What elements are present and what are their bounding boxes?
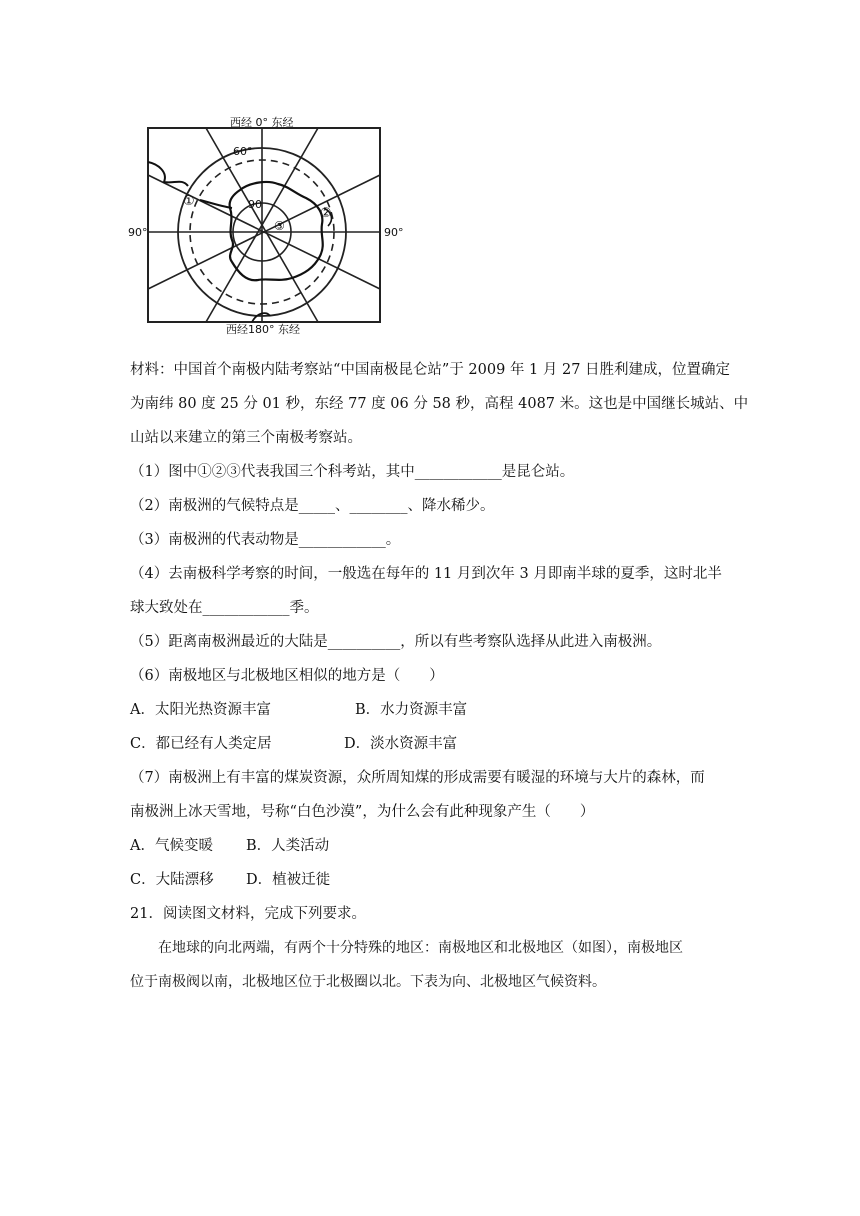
question-2: （2）南极洲的气候特点是_____、________、降水稀少。 — [130, 498, 495, 514]
q7-option-d: D．植被迁徙 — [246, 872, 331, 888]
antarctica-map-figure — [128, 112, 410, 338]
question-21-para-line-2: 位于南极阀以南，北极地区位于北极圈以北。下表为向、北极地区气候资料。 — [130, 974, 606, 990]
q6-option-a: A．太阳光热资源丰富 — [130, 702, 271, 718]
material-line-1: 材料：中国首个南极内陆考察站“中国南极昆仑站”于 2009 年 1 月 27 日胜利建成，位置确定 — [130, 362, 731, 378]
question-6: （6）南极地区与北极地区相似的地方是（ ） — [130, 668, 444, 684]
question-1: （1）图中①②③代表我国三个科考站，其中____________是昆仑站。 — [130, 464, 575, 480]
map-marker-1: ① — [183, 194, 195, 209]
map-marker-2: ② — [320, 206, 332, 221]
question-4-line-1: （4）去南极科学考察的时间，一般选在每年的 11 月到次年 3 月即南半球的夏季，这时北半 — [130, 566, 722, 582]
map-lat60-label: 60° — [233, 145, 253, 158]
map-lat90-label: 90 — [248, 198, 262, 211]
question-7-line-1: （7）南极洲上有丰富的煤炭资源，众所周知煤的形成需要有暖湿的环境与大片的森林，而 — [130, 770, 705, 786]
question-21-para-line-1: 在地球的向北两端，有两个十分特殊的地区：南极地区和北极地区（如图），南极地区 — [158, 940, 683, 956]
map-top-label: 西经 0° 东经 — [230, 116, 294, 129]
material-line-2: 为南纬 80 度 25 分 01 秒，东经 77 度 06 分 58 秒，高程 4087 米。这也是中国继长城站、中 — [130, 396, 749, 412]
map-bottom-label: 西经180° 东经 — [226, 323, 300, 336]
q7-option-b: B．人类活动 — [246, 838, 330, 854]
q6-option-d: D．淡水资源丰富 — [344, 736, 458, 752]
map-left-label: 90° — [128, 226, 148, 239]
question-7-line-2: 南极洲上冰天雪地，号称“白色沙漠”，为什么会有此种现象产生（ ） — [130, 804, 595, 820]
question-3: （3）南极洲的代表动物是____________。 — [130, 532, 401, 548]
question-21-title: 21．阅读图文材料，完成下列要求。 — [130, 906, 366, 922]
map-right-label: 90° — [384, 226, 404, 239]
map-marker-3: ③ — [274, 219, 285, 233]
q6-option-b: B．水力资源丰富 — [355, 702, 468, 718]
material-line-3: 山站以来建立的第三个南极考察站。 — [130, 430, 362, 446]
question-4-line-2: 球大致处在____________季。 — [130, 600, 319, 616]
antarctica-map-svg — [128, 112, 410, 338]
question-5: （5）距离南极洲最近的大陆是__________，所以有些考察队选择从此进入南极洲。 — [130, 634, 662, 650]
q7-option-a: A．气候变暖 — [130, 838, 213, 854]
q6-option-c: C．都已经有人类定居 — [130, 736, 272, 752]
q7-option-c: C．大陆漂移 — [130, 872, 214, 888]
